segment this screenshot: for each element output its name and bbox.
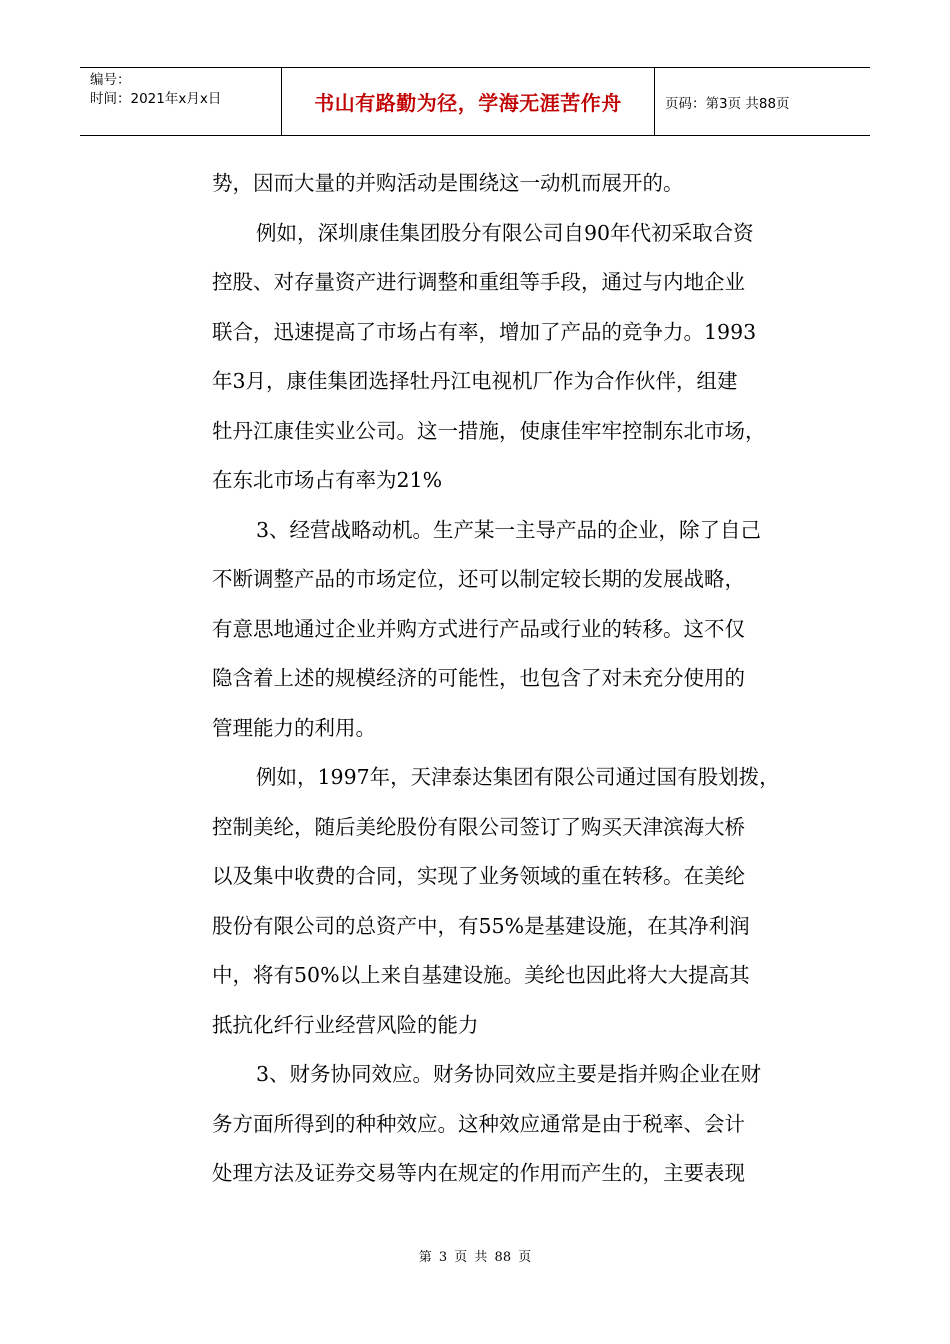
header-motto-cell — [282, 68, 655, 135]
body-line: 3、经营战略动机。生产某一主导产品的企业，除了自己 — [256, 517, 762, 542]
time-label: 时间：2021年x月x日 — [90, 91, 222, 107]
body-line: 务方面所得到的种种效应。这种效应通常是由于税率、会计 — [212, 1111, 745, 1136]
body-line: 控股、对存量资产进行调整和重组等手段，通过与内地企业 — [212, 270, 745, 294]
code-label: 编号： — [90, 72, 131, 88]
motto-text: 书山有路勤为径，学海无涯苦作舟 — [314, 91, 622, 115]
body-line: 例如，深圳康佳集团股分有限公司自90年代初采取合资 — [256, 220, 754, 245]
body-line: 年3月，康佳集团选择牡丹江电视机厂作为合作伙伴，组建 — [212, 369, 738, 393]
body-line: 中，将有50%以上来自基建设施。美纶也因此将大大提高其 — [212, 963, 750, 987]
header-page-cell — [655, 68, 870, 135]
body-line: 控制美纶，随后美纶股份有限公司签订了购买天津滨海大桥 — [212, 814, 745, 839]
body-line: 处理方法及证券交易等内在规定的作用而产生的，主要表现 — [212, 1161, 745, 1185]
body-line: 以及集中收费的合同，实现了业务领域的重在转移。在美纶 — [212, 864, 745, 888]
header-meta-cell — [80, 68, 282, 135]
body-line: 不断调整产品的市场定位，还可以制定较长期的发展战略， — [212, 567, 745, 591]
body-line: 例如，1997年，天津泰达集团有限公司通过国有股划拨， — [256, 765, 780, 789]
body-line: 势，因而大量的并购活动是围绕这一动机而展开的。 — [212, 171, 684, 195]
body-line: 股份有限公司的总资产中，有55%是基建设施，在其净利润 — [212, 913, 750, 938]
document-body — [212, 159, 808, 1199]
page-info: 页码：第3页 共88页 — [665, 95, 790, 112]
page-footer: 第 3 页 共 88 页 — [418, 1250, 532, 1265]
body-line: 抵抗化纤行业经营风险的能力 — [212, 1012, 479, 1037]
header-table — [80, 67, 870, 136]
body-line: 管理能力的利用。 — [212, 715, 376, 740]
body-line: 牡丹江康佳实业公司。这一措施，使康佳牢牢控制东北市场， — [212, 418, 766, 443]
body-line: 隐含着上述的规模经济的可能性，也包含了对未充分使用的 — [212, 666, 745, 690]
body-line: 3、财务协同效应。财务协同效应主要是指并购企业在财 — [256, 1062, 762, 1086]
body-line: 联合，迅速提高了市场占有率，增加了产品的竞争力。1993 — [212, 319, 757, 344]
body-line: 在东北市场占有率为21% — [212, 468, 443, 492]
body-line: 有意思地通过企业并购方式进行产品或行业的转移。这不仅 — [212, 616, 745, 641]
